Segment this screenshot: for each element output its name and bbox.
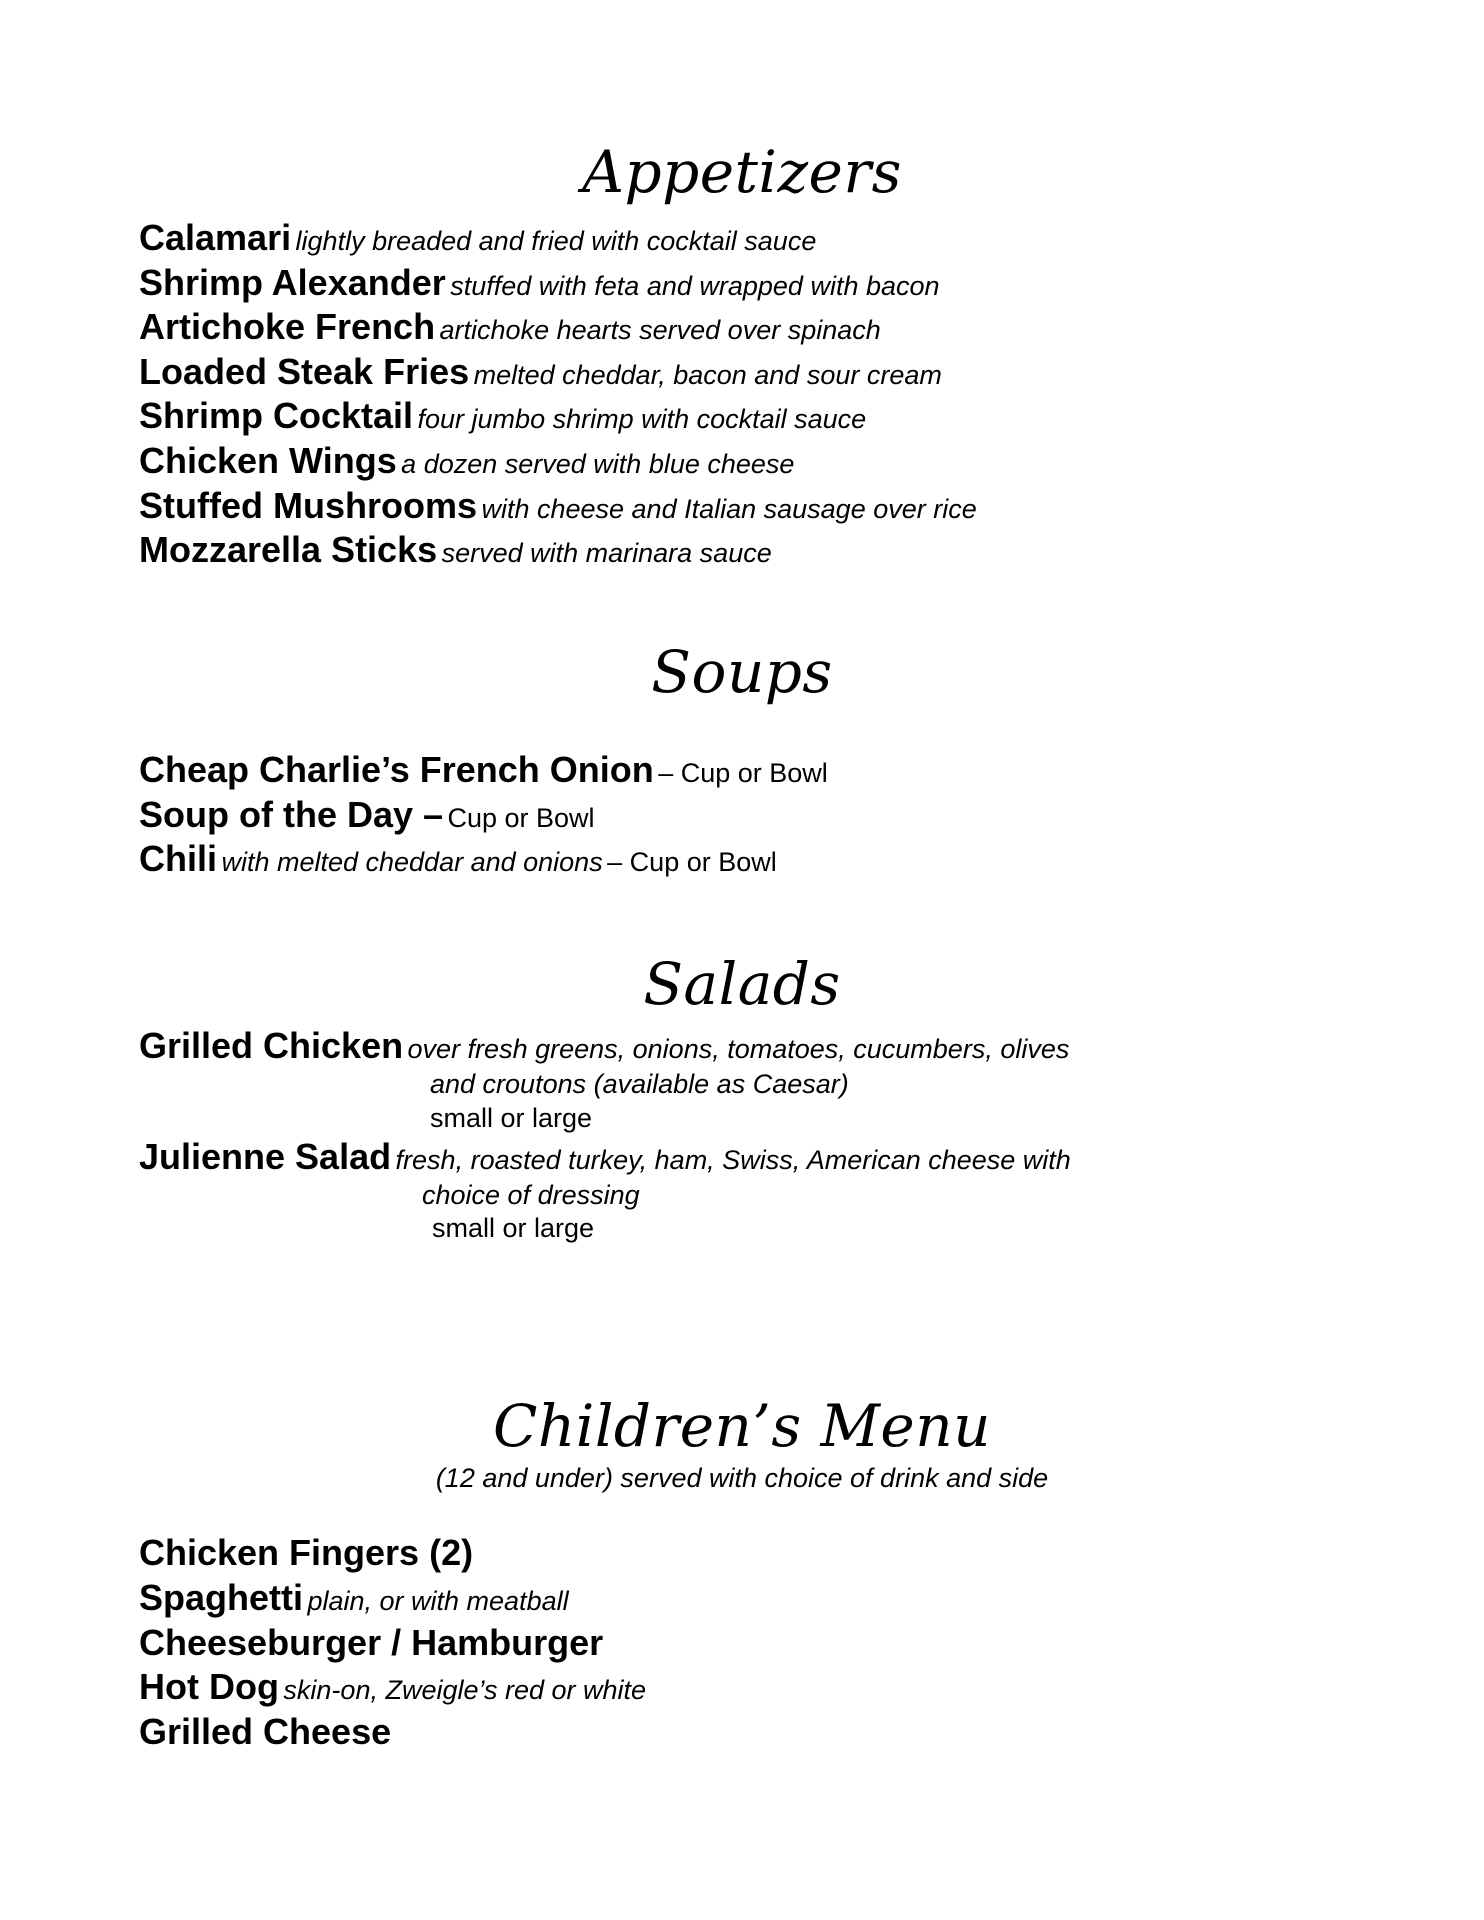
menu-item (139, 748, 828, 793)
menu-item (139, 1531, 646, 1576)
item-size: Cup or Bowl (447, 802, 595, 833)
menu-item (139, 394, 977, 439)
childrens-menu-list (139, 1531, 646, 1755)
item-size: – Cup or Bowl (658, 758, 828, 788)
item-description: served with marinara sauce (441, 538, 772, 569)
item-description-continued: and croutons (available as Caesar) (430, 1069, 849, 1099)
item-name: Cheeseburger / Hamburger (139, 1621, 604, 1663)
menu-item (139, 484, 977, 529)
item-size: – Cup or Bowl (607, 847, 777, 878)
menu-item (139, 1576, 646, 1621)
item-description: four jumbo shrimp with cocktail sauce (417, 404, 867, 435)
salads-heading: Salads (643, 950, 841, 1018)
salad-item (139, 1024, 1069, 1068)
menu-item (139, 350, 977, 395)
item-description-continued: choice of dressing (422, 1180, 640, 1210)
menu-item (139, 216, 977, 261)
menu-item (139, 305, 977, 350)
menu-item (139, 1621, 646, 1666)
menu-item (139, 1710, 646, 1755)
item-description: lightly breaded and fried with cocktail sauce (295, 226, 817, 256)
menu-item (139, 528, 977, 573)
item-description: with melted cheddar and onions (221, 847, 603, 878)
salad-item-header (139, 1135, 1071, 1179)
soups-heading: Soups (651, 638, 833, 706)
menu-item (139, 793, 828, 838)
item-name: Loaded Steak Fries (139, 350, 470, 392)
item-description: artichoke hearts served over spinach (439, 315, 881, 346)
item-description: over fresh greens, onions, tomatoes, cucumbers, olives (407, 1034, 1070, 1064)
childrens-menu-subtitle: (12 and under) served with choice of drink and side (435, 1463, 1049, 1493)
item-name: Shrimp Cocktail (139, 395, 414, 437)
item-name: Artichoke French (139, 306, 436, 348)
item-name: Julienne Salad (139, 1136, 392, 1177)
item-name: Calamari (139, 217, 292, 258)
item-name: Grilled Chicken (139, 1025, 404, 1066)
item-name: Cheap Charlie’s French Onion (139, 749, 654, 790)
item-description: plain, or with meatball (307, 1585, 569, 1616)
menu-item (139, 261, 977, 306)
item-name: Soup of the Day – (139, 793, 444, 835)
item-size: small or large (432, 1213, 595, 1243)
menu-item (139, 439, 977, 484)
salad-item-header (139, 1024, 1069, 1068)
salad-item (139, 1135, 1071, 1179)
item-name: Spaghetti (139, 1576, 304, 1618)
item-description: a dozen served with blue cheese (401, 448, 795, 479)
item-name: Mozzarella Sticks (139, 529, 438, 571)
item-name: Chicken Wings (139, 439, 397, 481)
item-name: Hot Dog (139, 1666, 279, 1708)
item-description: fresh, roasted turkey, ham, Swiss, American cheese with (395, 1145, 1071, 1175)
item-description: stuffed with feta and wrapped with bacon (450, 270, 940, 301)
item-name: Chili (139, 838, 217, 880)
menu-item (139, 837, 828, 882)
soups-list (139, 748, 828, 882)
item-name: Stuffed Mushrooms (139, 484, 477, 526)
item-description: melted cheddar, bacon and sour cream (473, 359, 942, 390)
item-name: Shrimp Alexander (139, 261, 446, 303)
item-description: with cheese and Italian sausage over rice (481, 493, 977, 524)
item-description: skin-on, Zweigle’s red or white (283, 1675, 647, 1706)
menu-item (139, 1665, 646, 1710)
appetizers-heading: Appetizers (582, 138, 902, 206)
item-name: Chicken Fingers (2) (139, 1532, 474, 1573)
childrens-menu-heading: Children’s Menu (493, 1392, 991, 1460)
item-size: small or large (430, 1103, 593, 1133)
item-name: Grilled Cheese (139, 1711, 392, 1753)
appetizers-list (139, 216, 977, 573)
